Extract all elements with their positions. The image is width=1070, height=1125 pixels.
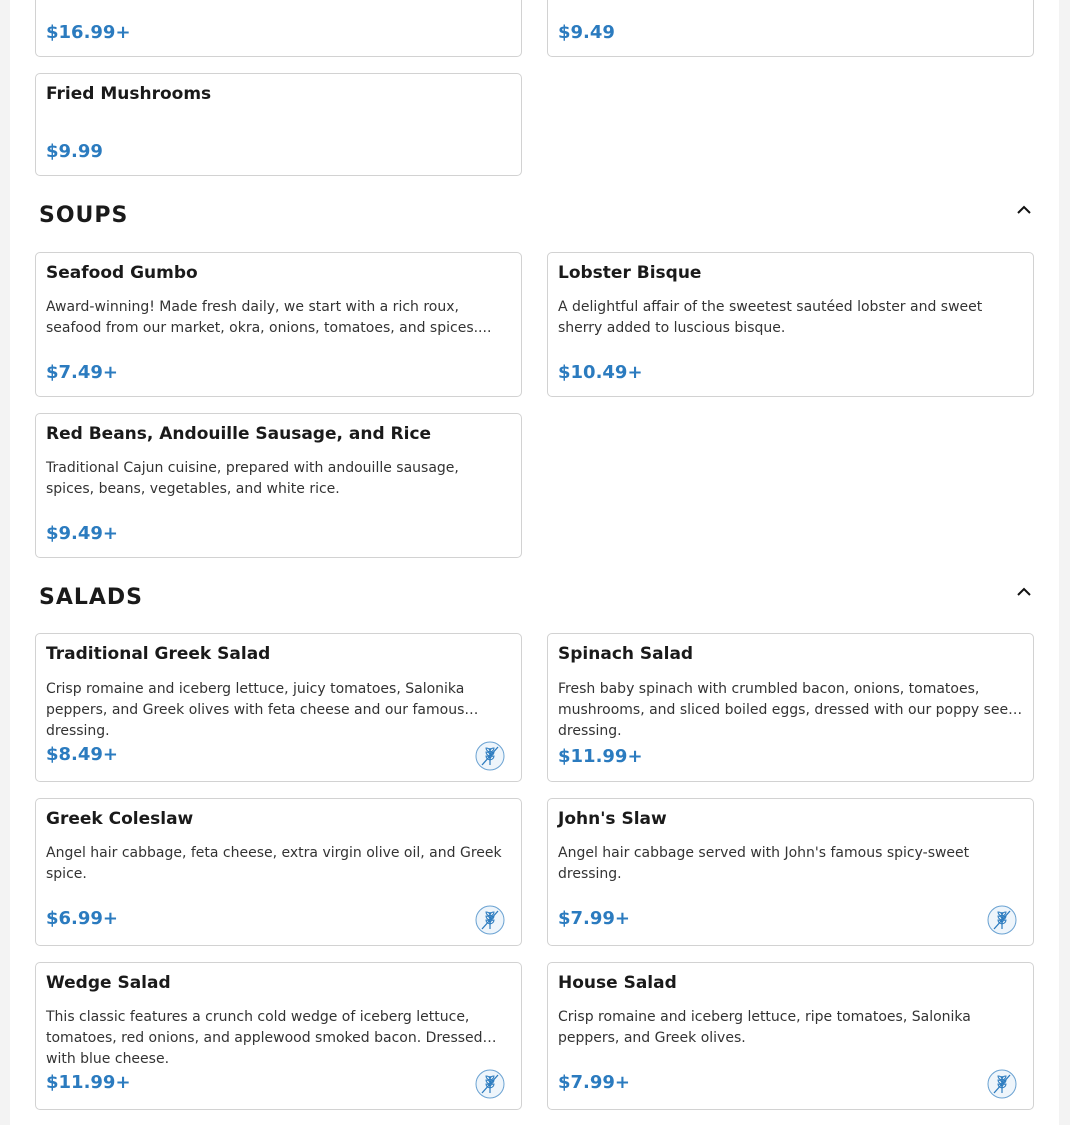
item-description: Award-winning! Made fresh daily, we start with a rich roux, seafood from our market, okra, onions, tomatoes, and spices.... — [46, 299, 492, 336]
item-price: $9.99 — [46, 141, 103, 162]
menu-item-card[interactable] — [35, 0, 522, 57]
menu-item-card[interactable] — [547, 633, 1034, 782]
item-name: Spinach Salad — [558, 644, 694, 664]
gluten-free-icon — [475, 905, 505, 935]
item-description: Angel hair cabbage, feta cheese, extra virgin olive oil, and Greek spice. — [46, 845, 502, 882]
item-price: $7.99+ — [558, 1072, 631, 1093]
gluten-free-icon — [987, 1069, 1017, 1099]
item-name: John's Slaw — [558, 809, 667, 829]
menu-item-card[interactable] — [35, 962, 522, 1110]
item-price: $7.49+ — [46, 362, 119, 383]
item-description: Crisp romaine and iceberg lettuce, juicy tomatoes, Salonika peppers, and Greek olives with feta cheese and our famous dressing. — [46, 681, 465, 739]
item-description: Traditional Cajun cuisine, prepared with andouille sausage, spices, beans, vegetables, and white rice. — [46, 460, 459, 497]
item-price: $7.99+ — [558, 908, 631, 929]
menu-item-card[interactable] — [35, 413, 522, 558]
item-price: $11.99+ — [46, 1072, 131, 1093]
menu-item-card[interactable] — [547, 252, 1034, 397]
section-title-soups: SOUPS — [39, 203, 129, 228]
item-name: House Salad — [558, 973, 677, 993]
chevron-up-icon[interactable] — [1016, 586, 1032, 598]
gluten-free-icon — [475, 741, 505, 771]
item-price: $8.49+ — [46, 744, 119, 765]
item-description: This classic features a crunch cold wedge of iceberg lettuce, tomatoes, red onions, and applewood smoked bacon. Dressed with blue cheese. — [46, 1009, 483, 1067]
gluten-free-icon — [475, 1069, 505, 1099]
item-description: Angel hair cabbage served with John's famous spicy-sweet dressing. — [558, 845, 970, 882]
item-description: Fresh baby spinach with crumbled bacon, onions, tomatoes, mushrooms, and sliced boiled eggs, dressed with our poppy seed dressing. — [558, 681, 1018, 739]
menu-item-card[interactable] — [547, 0, 1034, 57]
menu-item-card[interactable] — [35, 798, 522, 946]
item-price: $10.49+ — [558, 362, 643, 383]
section-title-salads: SALADS — [39, 585, 144, 610]
item-price: $9.49 — [558, 22, 615, 43]
item-description: A delightful affair of the sweetest sautéed lobster and sweet sherry added to luscious bisque. — [558, 299, 983, 336]
item-name: Wedge Salad — [46, 973, 171, 993]
item-name: Greek Coleslaw — [46, 809, 194, 829]
item-name: Traditional Greek Salad — [46, 644, 271, 664]
item-price: $6.99+ — [46, 908, 119, 929]
menu-page — [10, 0, 1059, 1125]
menu-item-card[interactable] — [547, 798, 1034, 946]
item-name: Seafood Gumbo — [46, 263, 198, 283]
menu-item-card[interactable] — [35, 73, 522, 176]
menu-item-card[interactable] — [35, 633, 522, 782]
menu-item-card[interactable] — [35, 252, 522, 397]
menu-item-card[interactable] — [547, 962, 1034, 1110]
item-description: Crisp romaine and iceberg lettuce, ripe tomatoes, Salonika peppers, and Greek olives. — [558, 1009, 971, 1046]
gluten-free-icon — [987, 905, 1017, 935]
item-name: Fried Mushrooms — [46, 84, 212, 104]
item-price: $9.49+ — [46, 523, 119, 544]
item-name: Lobster Bisque — [558, 263, 702, 283]
chevron-up-icon[interactable] — [1016, 204, 1032, 216]
item-price: $16.99+ — [46, 22, 131, 43]
item-name: Red Beans, Andouille Sausage, and Rice — [46, 424, 432, 444]
item-price: $11.99+ — [558, 746, 643, 767]
